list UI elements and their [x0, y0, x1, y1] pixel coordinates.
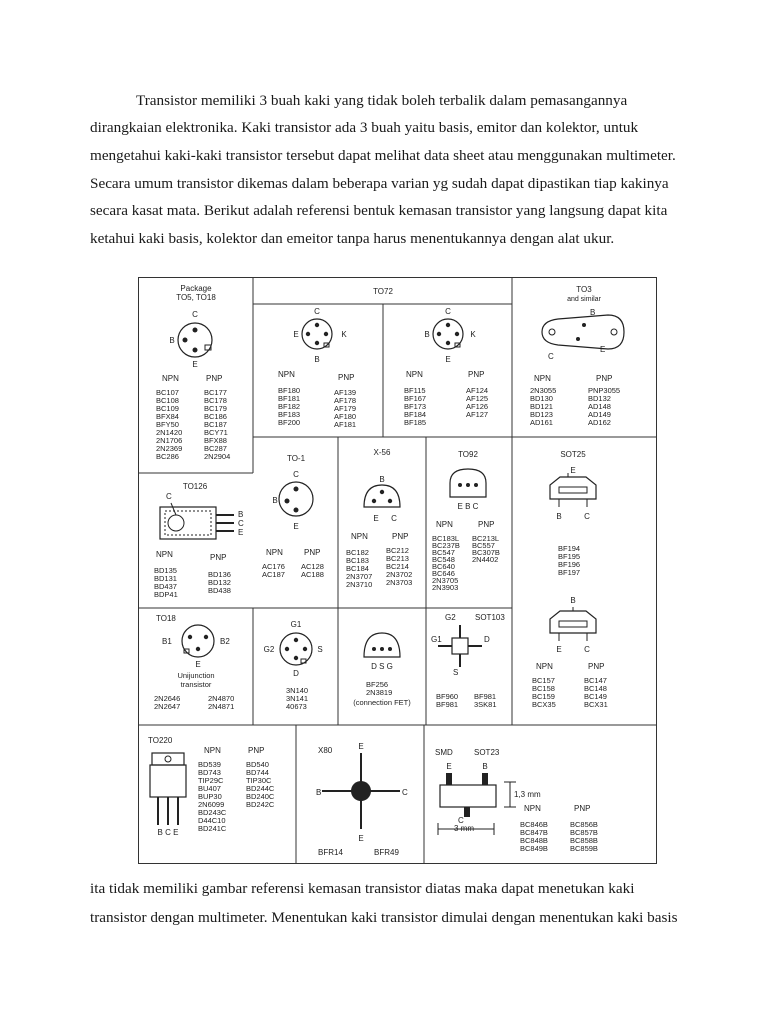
- part-number: 2N4870: [208, 694, 235, 703]
- pin-c: C: [548, 352, 554, 361]
- part-number: BC646: [432, 569, 455, 578]
- pnp-header: PNP: [574, 804, 591, 813]
- part-number: BD243C: [198, 808, 227, 817]
- part-number: 2N2647: [154, 702, 181, 711]
- sot23-icon: [438, 773, 516, 835]
- pin-c: C: [584, 512, 590, 521]
- sot25b-pnp-list: [584, 676, 608, 709]
- part-number: BC149: [584, 692, 607, 701]
- part-number: BC109: [156, 404, 179, 413]
- to5-pnp-list: [204, 388, 230, 461]
- part-number: BF194: [558, 544, 581, 553]
- pin-c: C: [192, 310, 198, 319]
- part-number: BC847B: [520, 828, 548, 837]
- part-number: 2N3903: [432, 583, 459, 592]
- to126-npn-list: [154, 566, 178, 599]
- to3-npn-list: [530, 386, 556, 427]
- to3-cell: [530, 285, 624, 427]
- part-number: BF195: [558, 552, 581, 561]
- to72a-npn-list: [278, 386, 300, 427]
- part-number: BC859B: [570, 844, 598, 853]
- pnp-header: PNP: [392, 532, 409, 541]
- sot103-left-list: [436, 692, 458, 709]
- npn-header: NPN: [534, 374, 551, 383]
- part-number: BC183: [346, 556, 369, 565]
- pnp-header: PNP: [468, 370, 485, 379]
- to126-title: TO126: [182, 482, 208, 491]
- npn-header: NPN: [436, 520, 453, 529]
- to126-pnp-list: [208, 570, 231, 595]
- part-number: BD241C: [198, 824, 227, 833]
- pin-g1: G1: [290, 620, 302, 629]
- part-number: D44C10: [198, 816, 226, 825]
- to5-icon: [178, 323, 212, 357]
- sot103-title: SOT103: [475, 613, 505, 622]
- sot25-list-list: [558, 544, 580, 577]
- x80-title: X80: [318, 746, 333, 755]
- sot103-cell: [431, 613, 505, 709]
- part-number: 2N1420: [156, 428, 183, 437]
- part-number: BD540: [246, 760, 269, 769]
- part-number: AF127: [466, 410, 489, 419]
- x56-title: X-56: [373, 448, 391, 457]
- part-number: 40673: [286, 702, 307, 711]
- npn-header: NPN: [536, 662, 553, 671]
- to92-cell: [432, 450, 500, 592]
- pnp-header: PNP: [248, 746, 265, 755]
- x80-icon: [322, 753, 400, 829]
- part-number: AC176: [262, 562, 285, 571]
- part-number: AD161: [530, 418, 553, 427]
- part-number: 2N1706: [156, 436, 183, 445]
- to220-cell: [148, 736, 275, 837]
- sot25b-npn-list: [532, 676, 556, 709]
- part-number: BD131: [154, 574, 177, 583]
- part-number: BC548: [432, 555, 455, 564]
- part-number: BU407: [198, 784, 221, 793]
- to126-icon: [160, 503, 234, 539]
- pin-e: E: [195, 660, 201, 669]
- pin-g2: G2: [263, 645, 275, 654]
- pin-b: B: [314, 355, 320, 364]
- npn-header: NPN: [266, 548, 283, 557]
- part-number: BC184: [346, 564, 369, 573]
- dsg-list-list: [366, 680, 392, 697]
- g1g2-list-list: [286, 686, 308, 711]
- part-number: 3N140: [286, 686, 309, 695]
- part-number: BC212: [386, 546, 409, 555]
- part-number: BF960: [436, 692, 459, 701]
- part-number: BFX88: [204, 436, 227, 445]
- part-number: BC213L: [472, 534, 500, 543]
- part-number: BD123: [530, 410, 553, 419]
- part-number: AD148: [588, 402, 611, 411]
- part-number: BC182: [346, 548, 369, 557]
- pnp-header: PNP: [206, 374, 223, 383]
- part-number: BF173: [404, 402, 427, 411]
- pnp-header: PNP: [596, 374, 613, 383]
- to92-icon: [450, 469, 486, 497]
- npn-header: NPN: [406, 370, 423, 379]
- to72b-pnp-list: [466, 386, 488, 419]
- pin-b: B: [556, 512, 562, 521]
- part-number: PNP3055: [588, 386, 621, 395]
- to18-left-list: [154, 694, 180, 711]
- sot25-title: SOT25: [560, 450, 586, 459]
- npn-header: NPN: [278, 370, 295, 379]
- part-number: BC237B: [432, 541, 460, 550]
- part-number: AF139: [334, 388, 357, 397]
- to3-icon: [542, 315, 624, 349]
- part-number: AD149: [588, 410, 611, 419]
- to1-icon: [279, 482, 313, 516]
- part-number: 2N6099: [198, 800, 225, 809]
- part-number: BCY71: [204, 428, 228, 437]
- part-number: BC183L: [432, 534, 460, 543]
- sot25-cell: [550, 450, 596, 577]
- pin-c: C: [293, 470, 299, 479]
- part-number: BDP41: [154, 590, 178, 599]
- pin-c: C: [458, 816, 464, 825]
- part-number: BF185: [404, 418, 427, 427]
- part-number: BC213: [386, 554, 409, 563]
- part-number: BC849B: [520, 844, 548, 853]
- pin-s: S: [317, 645, 323, 654]
- pin-c: C: [238, 519, 244, 528]
- pin-b: B: [379, 475, 385, 484]
- dual-gate-icon: [280, 633, 312, 665]
- part-number: AF181: [334, 420, 357, 429]
- to220-icon: [150, 753, 186, 825]
- part-number: AF124: [466, 386, 489, 395]
- pin-b1: B1: [162, 637, 172, 646]
- part-number: BF981: [436, 700, 459, 709]
- part-number: BF115: [404, 386, 426, 395]
- pnp-header: PNP: [210, 553, 227, 562]
- part-number: AC188: [301, 570, 324, 579]
- sot23-pnp-list: [570, 820, 598, 853]
- unijunction-label: Unijunction: [177, 671, 215, 680]
- sot25-icon: [550, 607, 596, 641]
- to220-pin-labels: B C E: [157, 828, 179, 837]
- part-number: BF180: [278, 386, 301, 395]
- part-number: BF196: [558, 560, 581, 569]
- part-number: BC107: [156, 388, 179, 397]
- part-number: BUP30: [198, 792, 222, 801]
- dim-height-label: 1,3 mm: [514, 790, 541, 799]
- pin-e: E: [373, 514, 379, 523]
- to1-title: TO-1: [286, 454, 306, 463]
- to18-title: TO18: [156, 614, 176, 623]
- part-number: BD744: [246, 768, 269, 777]
- npn-header: NPN: [156, 550, 173, 559]
- part-number: 2N3819: [366, 688, 393, 697]
- part-number: BC287: [204, 444, 227, 453]
- npn-header: NPN: [351, 532, 368, 541]
- dim-width-label: 3 mm: [454, 824, 474, 833]
- pin-k: K: [341, 330, 347, 339]
- pin-e: E: [293, 330, 299, 339]
- part-number: BD438: [208, 586, 231, 595]
- part-number: AF179: [334, 404, 357, 413]
- pin-b: B: [272, 496, 278, 505]
- fet-icon: [364, 633, 400, 657]
- x80-cell: [316, 742, 408, 857]
- part-number: BF197: [558, 568, 581, 577]
- npn-header: NPN: [204, 746, 221, 755]
- part-number: BD130: [530, 394, 553, 403]
- part-number: BF200: [278, 418, 301, 427]
- npn-header: NPN: [162, 374, 179, 383]
- part-number: BF181: [278, 394, 301, 403]
- x80-left-part: BFR14: [318, 848, 343, 857]
- part-number: BD132: [208, 578, 231, 587]
- pin-e: E: [600, 345, 606, 354]
- to3-pnp-list: [588, 386, 620, 427]
- sot23-cell: [435, 748, 598, 853]
- pnp-header: PNP: [304, 548, 321, 557]
- sot103-icon: [438, 625, 482, 667]
- npn-header: NPN: [524, 804, 541, 813]
- pin-g2: G2: [445, 613, 456, 622]
- pin-s: S: [453, 668, 459, 677]
- part-number: AC187: [262, 570, 285, 579]
- part-number: BC148: [584, 684, 607, 693]
- dual-gate-cell: [264, 620, 323, 711]
- intro-line: dirangkaian elektronika. Kaki transistor ada 3 buah yaitu basis, emitor dan kolektor, untuk: [90, 119, 639, 136]
- part-number: BC858B: [570, 836, 598, 845]
- part-number: BD743: [198, 768, 221, 777]
- part-number: 2N3702: [386, 570, 413, 579]
- part-number: 2N3707: [346, 572, 373, 581]
- pin-e: E: [238, 528, 244, 537]
- x56-npn-list: [346, 548, 372, 589]
- part-number: BD244C: [246, 784, 275, 793]
- part-number: AF180: [334, 412, 357, 421]
- pin-c: C: [584, 645, 590, 654]
- part-number: BF167: [404, 394, 427, 403]
- intro-line: secara kasat mata. Berikut adalah referensi bentuk kemasan transistor yang langsung dapat kita: [90, 202, 668, 219]
- part-number: BC178: [204, 396, 227, 405]
- part-number: BCX35: [532, 700, 556, 709]
- part-number: BC186: [204, 412, 227, 421]
- to72-title: TO72: [373, 287, 393, 296]
- to72b-npn-list: [404, 386, 426, 427]
- sot23-npn-list: [520, 820, 548, 853]
- part-number: 3SK81: [474, 700, 497, 709]
- part-number: AF178: [334, 396, 357, 405]
- outro-line: transistor dengan multimeter. Menentukan kaki transistor dimulai dengan menentukan kaki basis: [90, 909, 678, 926]
- to5-cell: [156, 284, 230, 461]
- pin-b: B: [424, 330, 430, 339]
- pin-e: E: [192, 360, 198, 369]
- x80-right-part: BFR49: [374, 848, 399, 857]
- connection-fet-label: (connection FET): [353, 698, 411, 707]
- part-number: AF125: [466, 394, 489, 403]
- part-number: BC147: [584, 676, 607, 685]
- sot25-icon: [550, 473, 596, 507]
- part-number: 2N3703: [386, 578, 413, 587]
- pnp-header: PNP: [478, 520, 495, 529]
- part-number: BC307B: [472, 548, 500, 557]
- sot103-right-list: [474, 692, 497, 709]
- part-number: 2N3705: [432, 576, 459, 585]
- part-number: BCX31: [584, 700, 608, 709]
- to220-title: TO220: [148, 736, 173, 745]
- part-number: BC547: [432, 548, 455, 557]
- part-number: BD437: [154, 582, 177, 591]
- pin-b: B: [169, 336, 175, 345]
- pin-b2: B2: [220, 637, 230, 646]
- part-number: BC177: [204, 388, 227, 397]
- part-number: BD240C: [246, 792, 275, 801]
- to3-subtitle: and similar: [567, 296, 601, 303]
- transistor-package-figure: [138, 277, 657, 864]
- package-label: Package: [180, 284, 212, 293]
- to18-right-list: [208, 694, 234, 711]
- to18-cell: [154, 614, 234, 711]
- to220-pnp-list: [246, 760, 275, 809]
- to3-title: TO3: [576, 285, 592, 294]
- intro-line: Secara umum transistor dikemas dalam beberapa varian yg sudah dapat dipastikan tiap kakinya: [90, 175, 669, 192]
- pnp-header: PNP: [338, 373, 355, 382]
- smd-title: SMD: [435, 748, 453, 757]
- to18-icon: [182, 625, 214, 657]
- pin-c: C: [391, 514, 397, 523]
- part-number: BC158: [532, 684, 555, 693]
- part-number: BC557: [472, 541, 495, 550]
- intro-line: ketahui kaki basis, kolektor dan emeitor tanpa harus menentukannya dengan alat ukur.: [90, 230, 615, 247]
- pin-e: E: [445, 355, 451, 364]
- to72a-pnp-list: [334, 388, 356, 429]
- pin-g1: G1: [431, 635, 442, 644]
- part-number: BD132: [588, 394, 611, 403]
- x56-icon: [364, 485, 400, 507]
- part-number: TIP29C: [198, 776, 224, 785]
- part-number: BC848B: [520, 836, 548, 845]
- pin-c: C: [166, 492, 172, 501]
- part-number: 3N141: [286, 694, 309, 703]
- pnp-header: PNP: [588, 662, 605, 671]
- part-number: 2N2904: [204, 452, 231, 461]
- to72a-cell: [278, 307, 356, 429]
- pin-b: B: [590, 308, 596, 317]
- to1-npn-list: [262, 562, 285, 579]
- part-number: BD539: [198, 760, 221, 769]
- to5-title: TO5, TO18: [176, 293, 216, 302]
- to220-npn-list: [198, 760, 227, 833]
- part-number: BD242C: [246, 800, 275, 809]
- to72-icon: [433, 319, 463, 349]
- to92-npn-list: [432, 534, 460, 592]
- part-number: BF183: [278, 410, 301, 419]
- fet-cell: [353, 633, 411, 707]
- pin-d: D: [484, 635, 490, 644]
- part-number: BC179: [204, 404, 227, 413]
- part-number: BF256: [366, 680, 389, 689]
- part-number: BC286: [156, 452, 179, 461]
- to126-cell: [154, 482, 244, 599]
- part-number: AF126: [466, 402, 489, 411]
- intro-line: Transistor memiliki 3 buah kaki yang tidak boleh terbalik dalam pemasangannya: [136, 92, 628, 109]
- fet-pin-labels: D S G: [371, 662, 393, 671]
- part-number: 2N2369: [156, 444, 183, 453]
- pin-e: E: [358, 834, 364, 843]
- part-number: 2N4871: [208, 702, 235, 711]
- to1-pnp-list: [301, 562, 324, 579]
- outro-line: ita tidak memiliki gambar referensi kemasan transistor diatas maka dapat menetukan kaki: [90, 880, 635, 897]
- part-number: BC214: [386, 562, 409, 571]
- part-number: BF981: [474, 692, 497, 701]
- part-number: BC159: [532, 692, 555, 701]
- pin-b: B: [482, 762, 488, 771]
- part-number: BC157: [532, 676, 555, 685]
- x56-pnp-list: [386, 546, 412, 587]
- part-number: BF182: [278, 402, 301, 411]
- part-number: BF184: [404, 410, 427, 419]
- part-number: BD135: [154, 566, 177, 575]
- pin-e: E: [293, 522, 299, 531]
- part-number: BC856B: [570, 820, 598, 829]
- to1-cell: [262, 454, 324, 579]
- pin-b: B: [570, 596, 576, 605]
- to72b-cell: [404, 307, 488, 427]
- sot25b-cell: [532, 596, 608, 709]
- pin-b: B: [316, 788, 322, 797]
- to92-pnp-list: [472, 534, 500, 564]
- transistor-label: transistor: [180, 680, 212, 689]
- x56-cell: [346, 448, 412, 589]
- pin-c: C: [402, 788, 408, 797]
- part-number: 2N2646: [154, 694, 181, 703]
- part-number: BC846B: [520, 820, 548, 829]
- sot23-title: SOT23: [474, 748, 500, 757]
- to72-icon: [302, 319, 332, 349]
- part-number: 2N3055: [530, 386, 557, 395]
- part-number: BC857B: [570, 828, 598, 837]
- part-number: AC128: [301, 562, 324, 571]
- pin-c: C: [445, 307, 451, 316]
- pin-e: E: [446, 762, 452, 771]
- pin-b: B: [238, 510, 244, 519]
- part-number: BC108: [156, 396, 179, 405]
- pin-e: E: [358, 742, 364, 751]
- pin-e: E: [556, 645, 562, 654]
- part-number: BC640: [432, 562, 455, 571]
- pin-d: D: [293, 669, 299, 678]
- pin-c: C: [314, 307, 320, 316]
- part-number: 2N3710: [346, 580, 373, 589]
- to92-title: TO92: [458, 450, 478, 459]
- pin-e: E: [570, 466, 576, 475]
- intro-line: mengetahui kaki-kaki transistor tersebut dapat melihat data sheet atau menggunakan multimeter.: [90, 147, 676, 164]
- part-number: BC187: [204, 420, 227, 429]
- part-number: BFY50: [156, 420, 179, 429]
- part-number: BFX84: [156, 412, 179, 421]
- part-number: TIP30C: [246, 776, 272, 785]
- part-number: BD136: [208, 570, 231, 579]
- part-number: 2N4402: [472, 555, 499, 564]
- part-number: AD162: [588, 418, 611, 427]
- to5-npn-list: [156, 388, 182, 461]
- part-number: BD121: [530, 402, 553, 411]
- package-chart-svg: [138, 277, 657, 864]
- pin-k: K: [470, 330, 476, 339]
- to92-pin-labels: E B C: [457, 502, 479, 511]
